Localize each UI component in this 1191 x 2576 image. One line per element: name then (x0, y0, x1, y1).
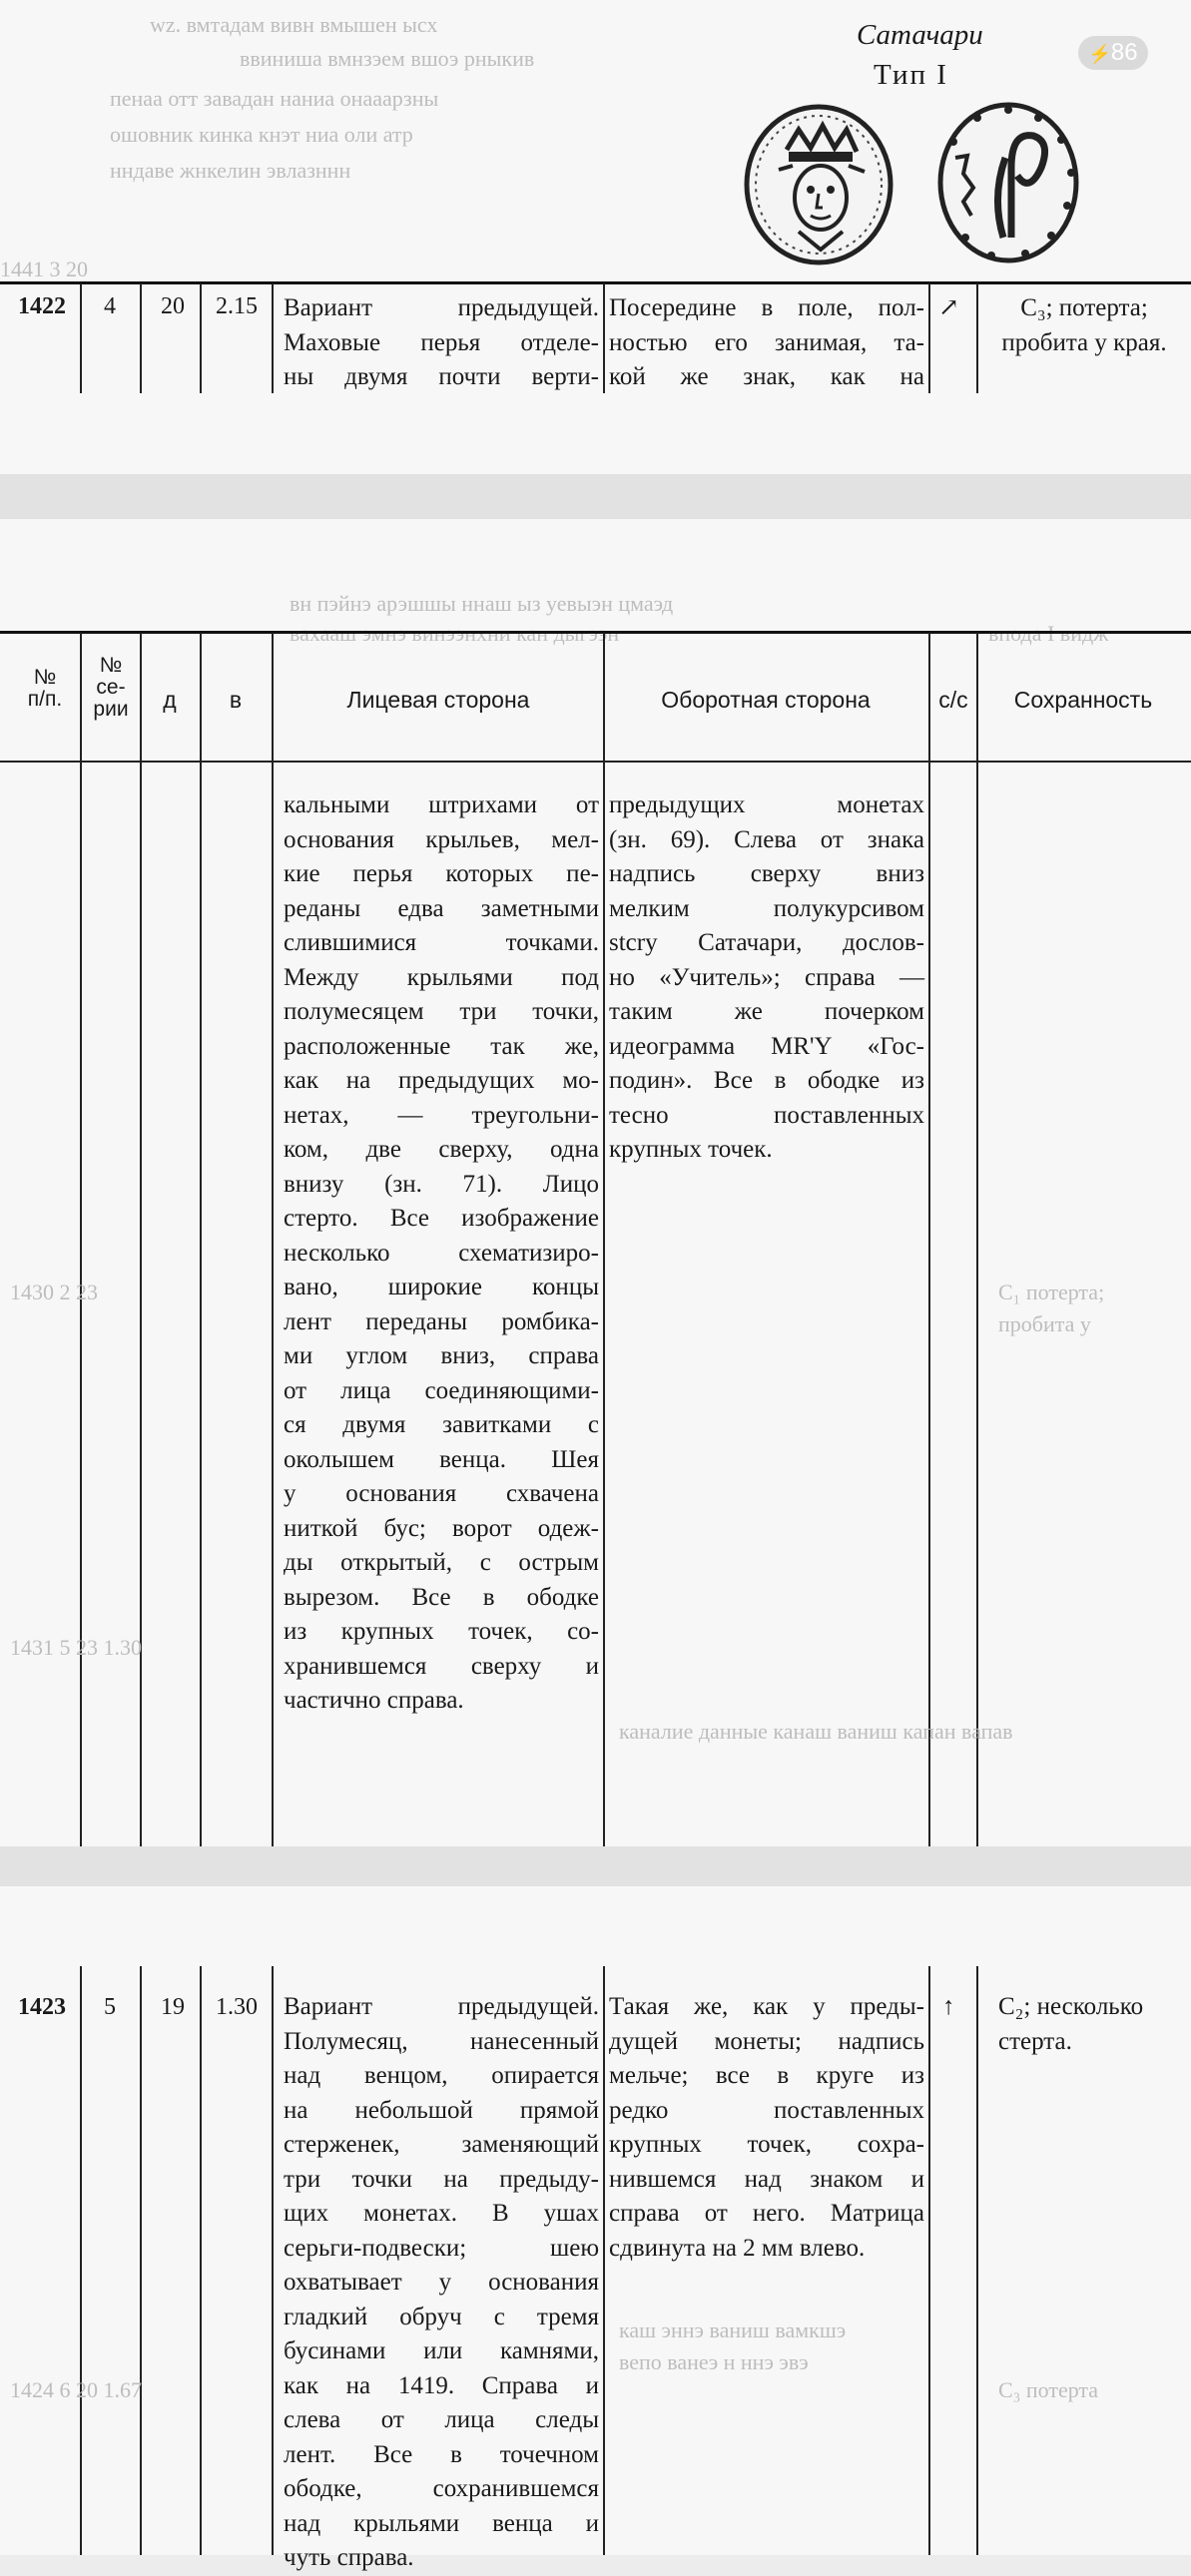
reverse-text (609, 1990, 924, 2266)
text-line: (зн. 69). Слева от знака (609, 825, 924, 853)
page-subtitle: Тип I (874, 59, 948, 91)
text-line: stcry Сатачари, дослов- (609, 929, 924, 956)
table-rule (0, 281, 1191, 284)
text-line: полумесяцем три точки, (284, 998, 599, 1025)
header-d: д (163, 687, 177, 713)
header-preservation: Сохранность (1013, 687, 1153, 713)
entry-d: 19 (161, 1994, 185, 2020)
text-line: Вариант предыдущей. (284, 294, 599, 321)
text-line: подин». Все в ободке из (609, 1067, 924, 1094)
col-rule (140, 633, 142, 1846)
text-line: кие перья которых пе- (284, 860, 599, 887)
text-line: крупных точек, сохра- (609, 2131, 924, 2158)
text-line: несколько схематизиро- (284, 1239, 599, 1267)
text-line: мельче; все в круге из (609, 2062, 924, 2089)
text-line: сдвинута на 2 мм влево. (609, 2234, 866, 2262)
col-rule (603, 1966, 605, 2555)
text-line: таким же почерком (609, 998, 924, 1025)
text-line: идеограмма MR'Y «Гос- (609, 1032, 924, 1060)
text-line: внизу (зн. 71). Лицо (284, 1170, 599, 1198)
text-line: вано, широкие концы (284, 1274, 599, 1300)
preservation-text: C₃; потерта; пробита у края. (1001, 294, 1167, 356)
reverse-text (609, 291, 924, 395)
text-line: крупных точек. (609, 1136, 773, 1163)
text-line: Полумесяц, нанесенный (284, 2027, 599, 2055)
text-line: расположенные так же, (284, 1032, 599, 1060)
reverse-text (609, 788, 924, 1168)
col-rule (272, 633, 274, 1846)
text-line: тесно поставленных (609, 1101, 924, 1129)
text-line: справа от него. Матрица (609, 2200, 924, 2227)
text-line: кальными штрихами от (284, 791, 599, 818)
header-num: № п/п. (27, 666, 63, 711)
header-rule (0, 761, 1191, 763)
text-line: нетах, — треугольни- (284, 1101, 599, 1129)
entry-number: 1422 (18, 293, 66, 319)
entry-series: 5 (104, 1994, 116, 2020)
bleed-text: каш эннэ ваниш вамкшэ (619, 2318, 847, 2342)
lightning-icon: ⚡ (1088, 44, 1111, 64)
text-line: чуть справа. (284, 2544, 414, 2571)
col-rule (928, 1966, 930, 2555)
text-line: предыдущих монетах (609, 791, 924, 818)
bleed-text (988, 619, 1108, 649)
text-line: ми углом вниз, справа (284, 1342, 599, 1369)
text-line: ды открытый, с острым (284, 1549, 599, 1576)
text-line: Между крыльями под (284, 963, 599, 991)
page-gap (0, 474, 1191, 519)
text-line: стерто. Все изображение (284, 1205, 599, 1232)
page-section-middle (0, 519, 1191, 1846)
text-line: щих монетах. В ушах (284, 2200, 599, 2227)
text-line: ся двумя завитками с (284, 1411, 599, 1438)
text-line: основания крыльев, мел- (284, 825, 599, 853)
text-line: от лица соединяющими- (284, 1376, 599, 1404)
text-line: из крупных точек, со- (284, 1618, 599, 1645)
header-reverse: Оборотная сторона (661, 687, 871, 713)
bleed-text: C₃ потерта (998, 2377, 1099, 2402)
entry-v: 1.30 (216, 1994, 258, 2020)
obverse-text (284, 1990, 599, 2576)
col-rule (80, 283, 82, 393)
text-line: надпись сверху вниз (609, 860, 924, 887)
text-line: но «Учитель»; справа — (609, 963, 924, 991)
text-line: Такая же, как у преды- (609, 1993, 924, 2020)
col-rule (976, 633, 978, 1846)
text-line: как на 1419. Справа и (284, 2371, 599, 2399)
col-rule (200, 283, 202, 393)
col-rule (928, 283, 930, 393)
text-line: хранившемся сверху и (284, 1652, 599, 1680)
bleed-text: 1430 2 23 (10, 1280, 98, 1304)
text-line: Маховые перья отделе- (284, 328, 599, 356)
page-gap (0, 1846, 1191, 1886)
bleed-text: каналие данные канаш ваниш капан вапав (619, 1719, 1013, 1744)
col-rule (140, 1966, 142, 2555)
text-line: кой же знак, как на (609, 363, 924, 390)
text-line: лент. Все в точечном (284, 2440, 599, 2468)
col-rule (80, 1966, 82, 2555)
preservation-text: C₂; несколько стерта. (998, 1993, 1144, 2055)
text-line: околышем венца. Шея (284, 1445, 599, 1473)
obverse-text (284, 788, 599, 1719)
text-line: ностью его занимая, та- (609, 328, 924, 356)
col-rule (272, 1966, 274, 2555)
bleed-text: нндаве жнкелин эвлазннн (110, 158, 351, 183)
text-line: частично справа. (284, 1687, 464, 1714)
text-line: дущей монеты; надпись (609, 2027, 924, 2055)
text-line: вырезом. Все в ободке (284, 1583, 599, 1611)
page-badge (1078, 36, 1148, 70)
col-rule (976, 1966, 978, 2555)
text-line: у основания схвачена (284, 1480, 599, 1507)
text-line: реданы едва заметными (284, 894, 599, 922)
text-line: Вариант предыдущей. (284, 1993, 599, 2020)
entry-series: 4 (104, 293, 116, 319)
text-line: гладкий обруч с тремя (284, 2303, 599, 2330)
page-section-top (0, 0, 1191, 474)
col-rule (928, 633, 930, 1846)
entry-v: 2.15 (216, 293, 258, 319)
text-line: охватывает у основания (284, 2269, 599, 2296)
cs-mark: ↗ (938, 294, 959, 321)
entry-d: 20 (161, 293, 185, 319)
text-line: над венцом, опирается (284, 2062, 599, 2089)
text-line: редко поставленных (609, 2096, 924, 2124)
text-line: бусинами или камнями, (284, 2337, 599, 2364)
text-line: Посередине в поле, пол- (609, 294, 924, 321)
entry-number: 1423 (18, 1994, 66, 2020)
page-title: Сатачари (857, 19, 983, 51)
header-obverse: Лицевая сторона (346, 687, 530, 713)
text-line: стерженек, заменяющий (284, 2131, 599, 2158)
text-line: на небольшой прямой (284, 2096, 599, 2124)
col-rule (140, 283, 142, 393)
text-line: слившимися точками. (284, 929, 599, 956)
bleed-text: вепо ванеэ н ннэ эвэ (619, 2349, 809, 2374)
text-line: ниткой бус; ворот одеж- (284, 1514, 599, 1542)
bleed-text: вн пэйнэ арэшшы ннаш ыз уевыэн цмаэд (290, 591, 674, 616)
text-line: лент переданы ромбика- (284, 1307, 599, 1335)
cs-mark: ↑ (942, 1993, 955, 2020)
bleed-text: 1424 6 20 1.67 (10, 2377, 142, 2402)
bleed-text: 1441 3 20 (0, 257, 88, 281)
bleed-text: ввиниша вмнзэем вшоэ рныкив (240, 46, 535, 71)
bleed-text: C₁ потерта; (998, 1280, 1105, 1304)
header-cs: с/с (938, 687, 968, 713)
bleed-text: пробита у (998, 1311, 1091, 1336)
bleed-text: 1431 5 23 1.30 (10, 1635, 142, 1660)
text-line: серьги-подвески; шею (284, 2234, 599, 2262)
badge-count: 86 (1110, 39, 1138, 66)
text-line: ком, две сверху, одна (284, 1136, 599, 1163)
header-series: № се- рии (93, 654, 129, 721)
col-rule (200, 1966, 202, 2555)
col-rule (200, 633, 202, 1846)
bleed-text: wz. вмтадам вивн вмышен ысх (150, 12, 438, 37)
header-v: в (229, 687, 243, 713)
table-rule (0, 631, 1191, 634)
col-rule (603, 283, 605, 393)
bleed-text (290, 619, 619, 649)
text-line: ободке, сохранившемся (284, 2475, 599, 2502)
bleed-text: пенаа отт завадан наниа онааарзны (110, 86, 439, 111)
text-line: над крыльями венца и (284, 2509, 599, 2537)
col-rule (603, 633, 605, 1846)
bleed-text: ошовник кинка кнэт ниа оли атр (110, 122, 413, 147)
obverse-text (284, 291, 599, 395)
text-line: ны двумя почти верти- (284, 363, 599, 390)
text-line: нившемся над знаком и (609, 2165, 924, 2193)
text-line: мелким полукурсивом (609, 894, 924, 922)
text-line: слева от лица следы (284, 2406, 599, 2433)
page-section-bottom (0, 1886, 1191, 2571)
col-rule (976, 283, 978, 393)
col-rule (272, 283, 274, 393)
text-line: три точки на предыду- (284, 2165, 599, 2193)
coin-obverse-icon (739, 100, 898, 269)
col-rule (80, 633, 82, 1846)
text-line: как на предыдущих мо- (284, 1067, 599, 1094)
coin-reverse-icon (933, 98, 1083, 267)
